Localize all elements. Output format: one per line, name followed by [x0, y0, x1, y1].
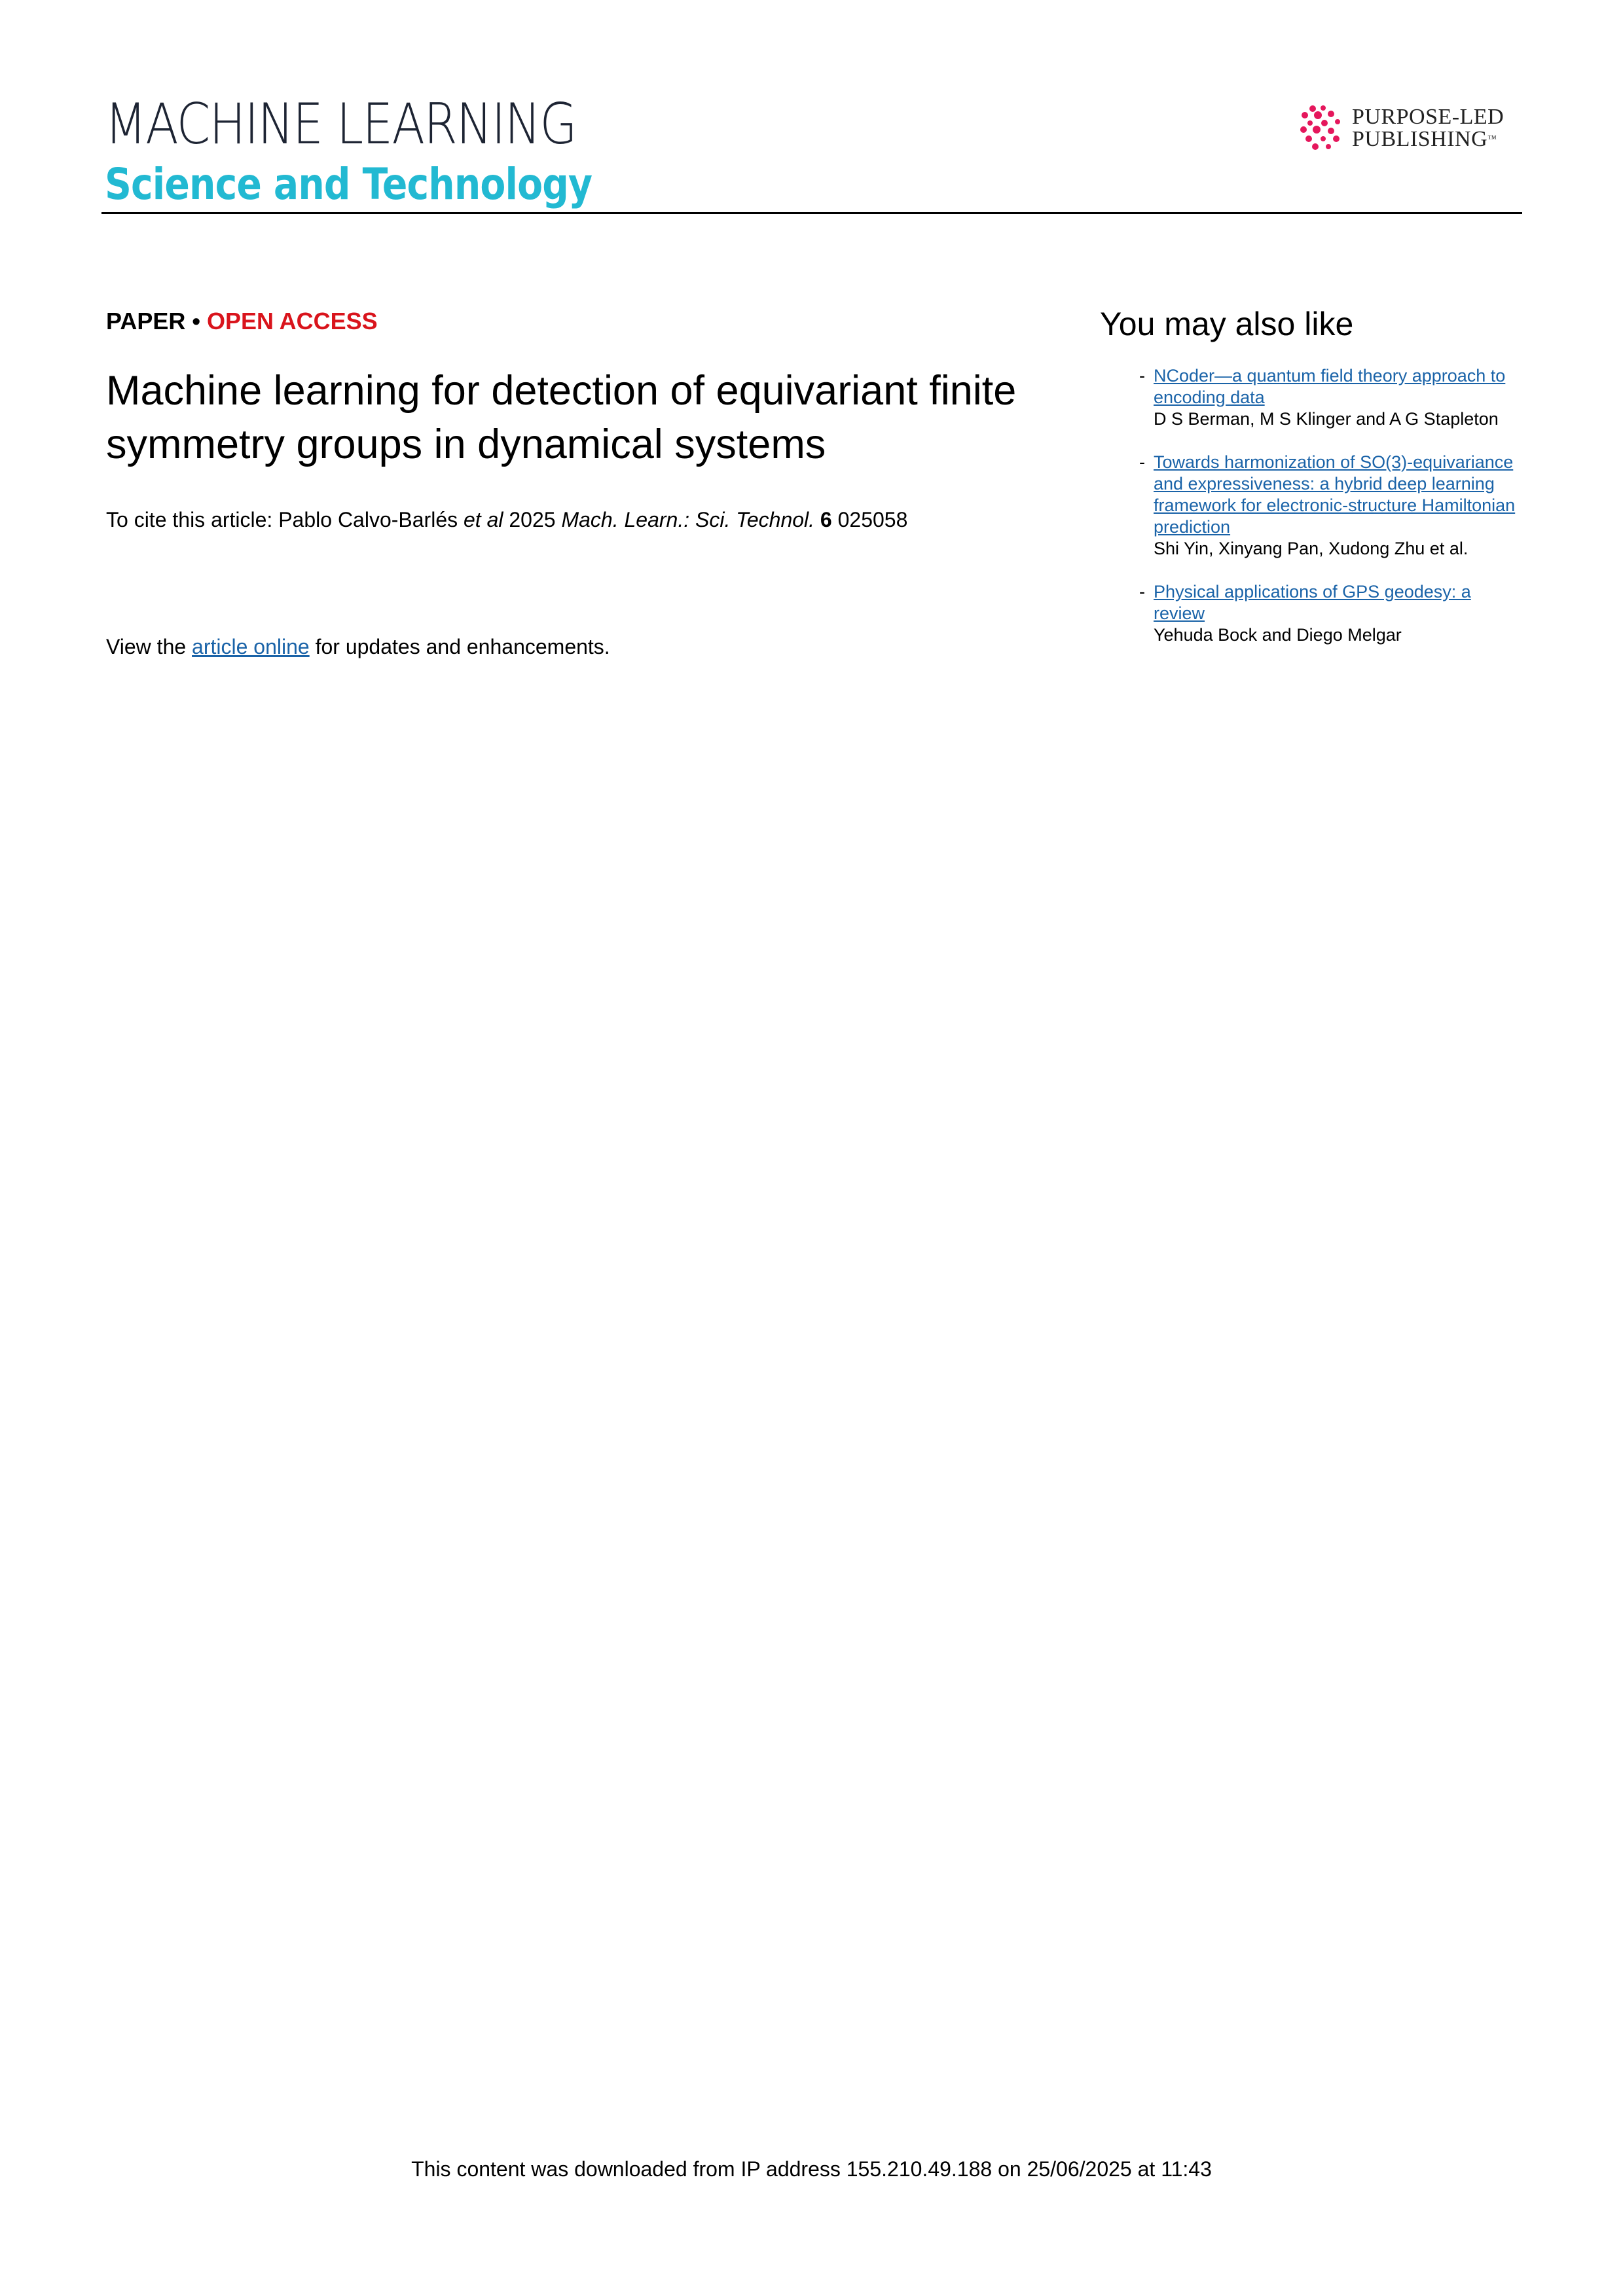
article-title: Machine learning for detection of equivariant finite symmetry groups in dynamical systems	[106, 368, 1017, 467]
header-divider	[101, 212, 1522, 214]
download-footer: This content was downloaded from IP address 155.210.49.188 on 25/06/2025 at 11:43	[411, 2157, 1212, 2181]
open-access-label: OPEN ACCESS	[206, 308, 378, 334]
related-item	[1139, 581, 1525, 646]
citation	[106, 508, 907, 532]
citation-volume: 6	[820, 508, 832, 531]
paper-label: PAPER	[106, 308, 186, 334]
journal-title: MACHINE LEARNING	[105, 92, 576, 157]
view-online-prefix: View the	[106, 635, 192, 658]
journal-subtitle: Science and Technology	[105, 159, 593, 209]
trademark-symbol: ™	[1487, 134, 1497, 144]
view-online-note	[106, 635, 610, 659]
citation-prefix: To cite this article: Pablo Calvo-Barlés	[106, 508, 464, 531]
related-item	[1139, 365, 1525, 430]
related-heading: You may also like	[1100, 306, 1354, 342]
related-item-link[interactable]: Towards harmonization of SO(3)-equivariance and expressiveness: a hybrid deep learning framework for electronic-structure Hamiltonian prediction	[1154, 452, 1516, 537]
purpose-led-publishing-logo-icon	[1300, 105, 1343, 152]
article-online-link[interactable]: article online	[192, 635, 310, 658]
citation-article-number: 025058	[831, 508, 908, 531]
related-item-authors: D S Berman, M S Klinger and A G Stapleton	[1154, 409, 1499, 429]
related-item-link[interactable]: Physical applications of GPS geodesy: a review	[1154, 582, 1471, 623]
label-separator: •	[185, 308, 207, 334]
publisher-name-line2: PUBLISHING	[1352, 127, 1488, 151]
related-item-authors: Yehuda Bock and Diego Melgar	[1154, 625, 1402, 645]
view-online-suffix: for updates and enhancements.	[309, 635, 610, 658]
publisher-name-line1: PURPOSE-LED	[1352, 105, 1504, 129]
citation-et-al: et al	[464, 508, 503, 531]
related-item	[1139, 452, 1525, 560]
citation-journal: Mach. Learn.: Sci. Technol.	[561, 508, 815, 531]
related-item-authors: Shi Yin, Xinyang Pan, Xudong Zhu et al.	[1154, 539, 1468, 558]
related-item-dash: -	[1139, 452, 1145, 472]
publisher-name	[1352, 106, 1504, 151]
article-type-label	[106, 308, 378, 335]
related-item-dash: -	[1139, 582, 1145, 601]
citation-year: 2025	[503, 508, 562, 531]
related-item-link[interactable]: NCoder—a quantum field theory approach to encoding data	[1154, 366, 1506, 407]
publisher-logo[interactable]	[1300, 105, 1504, 152]
related-item-dash: -	[1139, 366, 1145, 386]
related-articles-list	[1139, 365, 1525, 668]
